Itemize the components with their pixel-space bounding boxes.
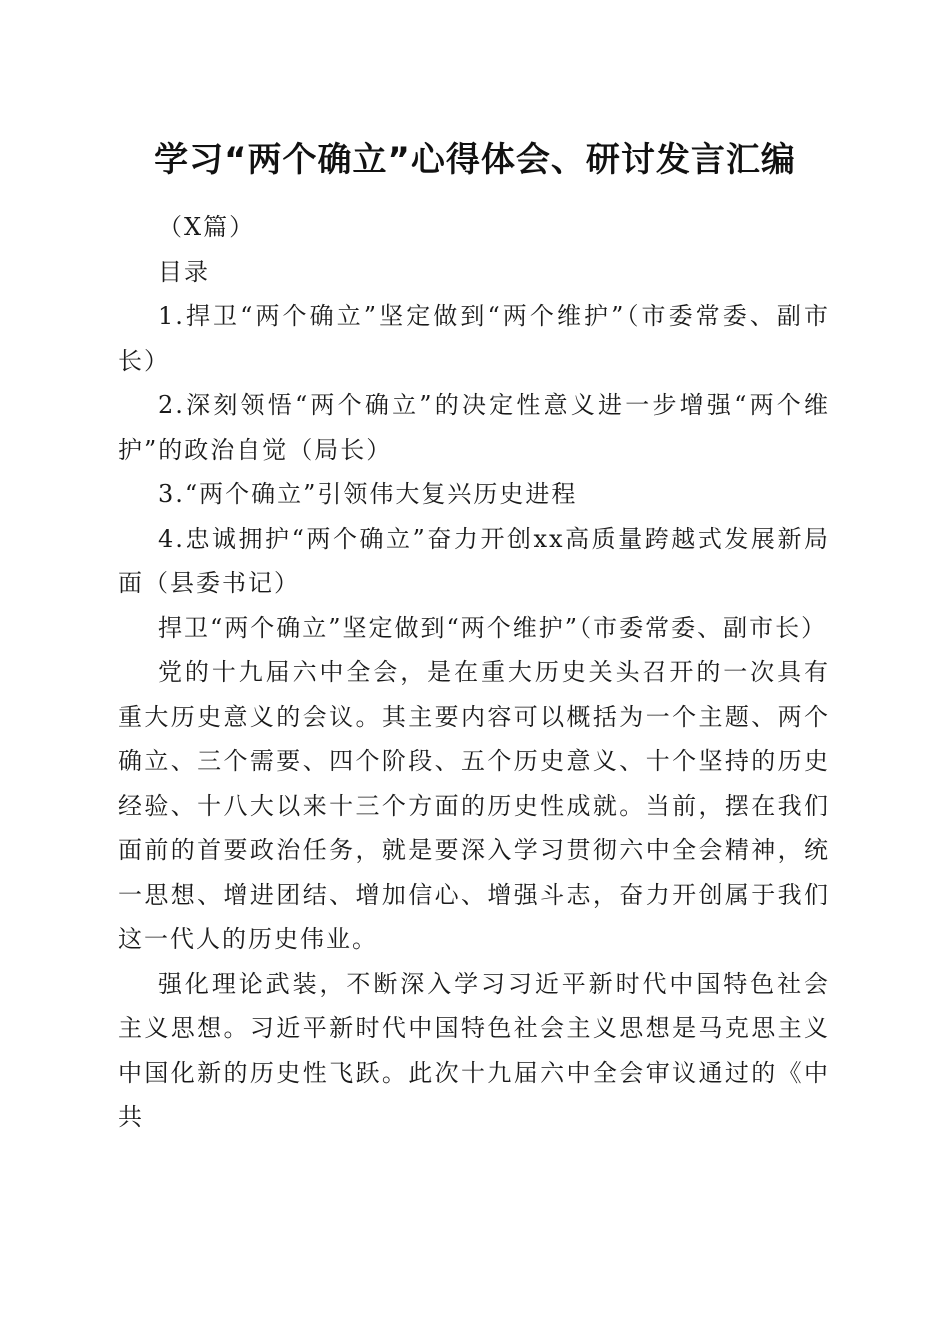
document-body xyxy=(118,205,830,1140)
toc-item-2: 2.深刻领悟“两个确立”的决定性意义进一步增强“两个维护”的政治自觉（局长） xyxy=(118,391,830,464)
article-heading: 捍卫“两个确立”坚定做到“两个维护”（市委常委、副市长） xyxy=(158,613,828,642)
toc-item-3: 3.“两个确立”引领伟大复兴历史进程 xyxy=(158,480,578,508)
toc-heading: 目录 xyxy=(158,257,210,286)
body-paragraph-2: 强化理论武装，不断深入学习习近平新时代中国特色社会主义思想。习近平新时代中国特色社会主义思想是马克思主义中国化新的历史性飞跃。此次十九届六中全会审议通过的《中共 xyxy=(118,969,830,1131)
toc-item-4: 4.忠诚拥护“两个确立”奋力开创xx高质量跨越式发展新局面（县委书记） xyxy=(118,524,830,597)
document-title: 学习“两个确立”心得体会、研讨发言汇编 xyxy=(154,140,796,180)
article-count-note: （X篇） xyxy=(158,213,256,241)
toc-item-1: 1.捍卫“两个确立”坚定做到“两个维护”（市委常委、副市长） xyxy=(118,302,830,375)
body-paragraph-1: 党的十九届六中全会，是在重大历史关头召开的一次具有重大历史意义的会议。其主要内容可以概括为一个主题、两个确立、三个需要、四个阶段、五个历史意义、十个坚持的历史经验、十八大以来十三个方面的历史性成就。当前，摆在我们面前的首要政治任务，就是要深入学习贯彻六中全会精神，统一思想、增进团结、增加信心、增强斗志，奋力开创属于我们这一代人的历史伟业。 xyxy=(118,658,830,953)
